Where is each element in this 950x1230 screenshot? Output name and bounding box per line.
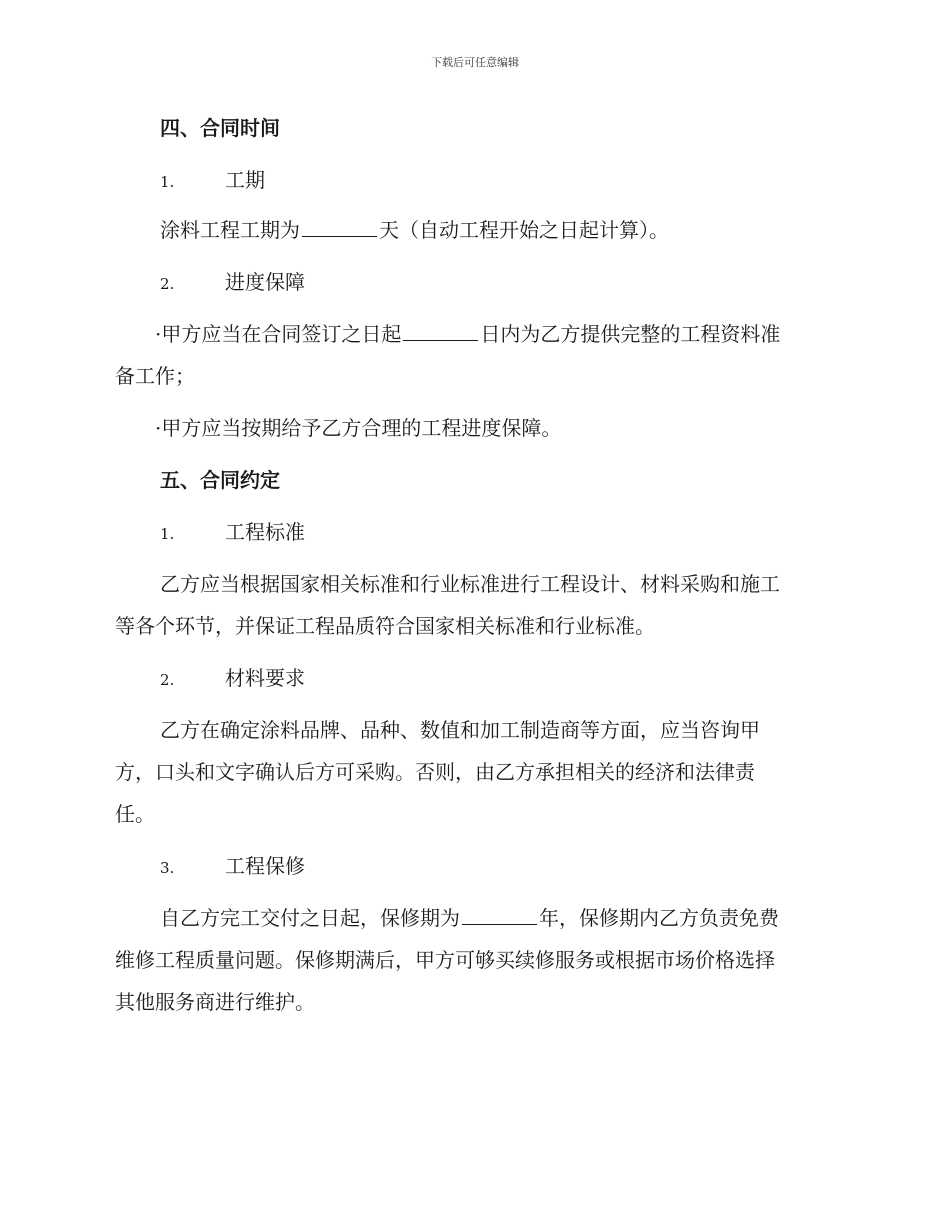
item-number: 3. bbox=[160, 859, 175, 877]
section-5-title: 五、合同约定 bbox=[160, 468, 280, 492]
item-5-3 bbox=[160, 852, 880, 882]
fill-blank bbox=[302, 218, 377, 237]
text-segment: 天（自动工程开始之日起计算）。 bbox=[379, 218, 669, 242]
item-4-1 bbox=[160, 166, 880, 196]
item-label: 进度保障 bbox=[225, 270, 305, 294]
item-number: 2. bbox=[160, 275, 175, 293]
bullet-2: ·甲方应当按期给予乙方合理的工程进度保障。 bbox=[155, 416, 562, 440]
bullet-1-line-2: 备工作； bbox=[115, 364, 195, 388]
material-line-2: 方，口头和文字确认后方可采购。否则，由乙方承担相关的经济和法律责 bbox=[115, 760, 755, 784]
standard-line-1: 乙方应当根据国家相关标准和行业标准进行工程设计、材料采购和施工 bbox=[160, 572, 780, 596]
text-segment: 自乙方完工交付之日起，保修期为 bbox=[160, 906, 460, 930]
material-line-1: 乙方在确定涂料品牌、品种、数值和加工制造商等方面，应当咨询甲 bbox=[160, 718, 760, 742]
text-segment: 年，保修期内乙方负责免费 bbox=[539, 906, 779, 930]
text-segment: 日内为乙方提供完整的工程资料准 bbox=[480, 322, 781, 346]
item-5-1 bbox=[160, 518, 880, 548]
item-5-2 bbox=[160, 664, 880, 694]
item-label: 材料要求 bbox=[225, 666, 305, 690]
item-label: 工程标准 bbox=[225, 520, 305, 544]
warranty-line-2: 维修工程质量问题。保修期满后，甲方可够买续修服务或根据市场价格选择 bbox=[115, 948, 775, 972]
fill-blank bbox=[403, 322, 478, 341]
warranty-line-3: 其他服务商进行维护。 bbox=[115, 990, 315, 1014]
fill-blank bbox=[462, 906, 537, 925]
item-number: 1. bbox=[160, 173, 175, 191]
page-header: 下载后可任意编辑 bbox=[431, 56, 519, 69]
item-4-2 bbox=[160, 268, 880, 298]
period-paragraph bbox=[160, 216, 880, 244]
item-number: 2. bbox=[160, 671, 175, 689]
text-segment: 涂料工程工期为 bbox=[160, 218, 300, 242]
item-label: 工期 bbox=[225, 168, 265, 192]
warranty-line-1 bbox=[160, 904, 880, 932]
text-segment: ·甲方应当在合同签订之日起 bbox=[155, 322, 402, 346]
section-4-title: 四、合同时间 bbox=[160, 116, 280, 140]
item-label: 工程保修 bbox=[225, 854, 305, 878]
bullet-1-line-1 bbox=[155, 320, 875, 348]
item-number: 1. bbox=[160, 525, 175, 543]
standard-line-2: 等各个环节，并保证工程品质符合国家相关标准和行业标准。 bbox=[115, 614, 655, 638]
material-line-3: 任。 bbox=[115, 802, 155, 826]
